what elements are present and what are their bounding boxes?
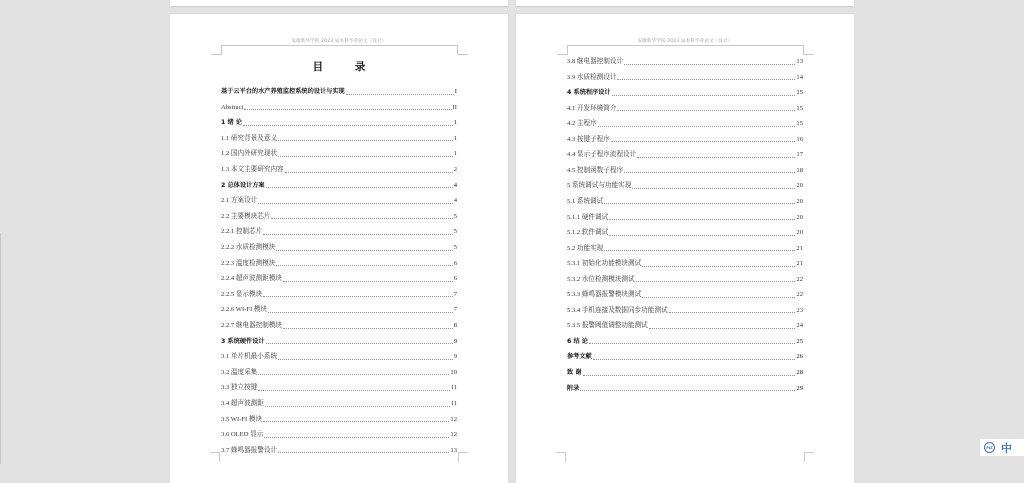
toc-entry[interactable] [221, 162, 457, 174]
toc-entry-title: 1.2 国内外研究现状 [221, 150, 278, 158]
toc-entry[interactable] [221, 209, 457, 221]
toc-entry-title: 4.2 主程序 [567, 120, 597, 128]
toc-entry-title: 附录 [567, 384, 580, 392]
toc-entry-title: 5.1 系统调试 [567, 197, 604, 205]
toc-entry-title: 4 系统程序设计 [567, 89, 611, 97]
toc-entry-title: 3.5 WI-FI 模块 [221, 415, 263, 423]
dot-leader [264, 437, 449, 438]
dot-leader [285, 172, 453, 173]
toc-entry[interactable] [221, 100, 457, 112]
toc-entry[interactable] [567, 194, 803, 206]
toc-entry-title: 参考文献 [567, 353, 592, 361]
header-rule-stub-right [804, 54, 814, 55]
toc-entry-page-number: 22 [796, 275, 803, 283]
header-rule-stub-right [458, 54, 468, 55]
header-rule-stub-left [557, 54, 567, 55]
toc-entry-page-number: 9 [453, 353, 457, 361]
toc-entry[interactable] [567, 101, 803, 113]
dot-leader [593, 359, 796, 360]
dot-leader [589, 343, 795, 344]
dot-leader [283, 281, 453, 282]
toc-entry-title: 5.3.5 报警阈值调整功能测试 [567, 322, 648, 330]
toc-entry[interactable] [221, 334, 457, 346]
toc-entry-page-number: 5 [453, 228, 457, 236]
toc-entry[interactable] [221, 302, 457, 314]
toc-entry[interactable] [567, 132, 803, 144]
toc-entry[interactable] [221, 178, 457, 190]
toc-entry[interactable] [567, 365, 803, 377]
toc-entry[interactable] [567, 349, 803, 361]
toc-entry[interactable] [567, 225, 803, 237]
toc-entry-title: 1.3 本文主要研究内容 [221, 166, 284, 173]
toc-entry[interactable] [221, 146, 457, 158]
running-header: 安徽新华学院 2023 届本科毕业论文（设计） [291, 39, 387, 44]
toc-entry-page-number: 24 [796, 322, 803, 330]
document-page-1 [170, 14, 508, 483]
toc-entry-title: 5.3.3 蜂鸣器报警模块测试 [567, 291, 642, 299]
toc-entry[interactable] [221, 427, 457, 439]
dot-leader [580, 390, 795, 391]
dot-leader [642, 297, 795, 298]
dot-leader [346, 94, 454, 95]
toc-entry-title: 3.9 水质检测设计 [567, 73, 617, 81]
toc-entry-title: 2.2 主要模块芯片 [221, 212, 271, 220]
dot-leader [268, 312, 453, 313]
dot-leader [266, 187, 453, 188]
toc-entry[interactable] [221, 412, 457, 424]
dot-leader [624, 64, 795, 65]
toc-entry-title: 2.2.2 水质检测模块 [221, 244, 276, 251]
previous-page-bottom-right [516, 0, 854, 6]
toc-entry-page-number: 23 [796, 306, 803, 314]
toc-entry-page-number: 10 [450, 368, 457, 376]
toc-entry-page-number: 6 [453, 275, 457, 283]
dot-leader [611, 141, 796, 142]
toc-entry-title: 3.7 蜂鸣器报警设计 [221, 446, 278, 454]
toc-entry-title: 1.1 研究背景及意义 [221, 134, 278, 142]
toc-entry-page-number: 15 [796, 89, 803, 97]
toc-entry[interactable] [567, 256, 803, 268]
toc-entry-title: 5.3.4 手机连接及数据同步功能测试 [567, 306, 668, 314]
ime-badge-icon: PLT [984, 442, 995, 453]
toc-entry-page-number: 25 [796, 337, 803, 345]
dot-leader [649, 328, 796, 329]
toc-entry-page-number: 8 [453, 322, 457, 329]
dot-leader [258, 203, 452, 204]
toc-entry-title: 4.3 按键子程序 [567, 135, 610, 143]
toc-entry-title: 2.2.1 控制芯片 [221, 228, 263, 236]
margin-corner-mark [804, 452, 814, 462]
dot-leader [604, 203, 795, 204]
toc-entry-page-number: 26 [796, 353, 803, 361]
toc-entry-page-number: 1 [453, 150, 457, 158]
dot-leader [669, 312, 796, 313]
toc-entry-title: 2.2.7 继电器控制模块 [221, 322, 282, 329]
toc-entry-page-number: 4 [453, 181, 457, 189]
toc-entry[interactable] [221, 240, 457, 252]
toc-entry[interactable] [221, 396, 457, 408]
toc-entry[interactable] [567, 272, 803, 284]
toc-entry-title: 5.2 功能实现 [567, 244, 604, 252]
toc-entry-title: 2 总体设计方案 [221, 181, 265, 189]
toc-entry-title: 5 系统调试与功能实现 [567, 182, 632, 190]
toc-entry[interactable] [567, 163, 803, 175]
document-page-2 [516, 14, 854, 483]
toc-entry-title: Abstract [221, 103, 244, 111]
dot-leader [617, 79, 795, 80]
toc-entry[interactable] [567, 210, 803, 222]
toc-entry[interactable] [567, 334, 803, 346]
dot-leader [278, 452, 449, 453]
margin-corner-mark [556, 452, 566, 462]
dot-leader [258, 374, 449, 375]
toc-entry-page-number: 9 [453, 337, 457, 345]
toc-entry[interactable] [221, 224, 457, 236]
toc-entry-title: 5.3.2 水位检测模块测试 [567, 275, 635, 283]
toc-entry[interactable] [567, 70, 803, 82]
toc-entry-title: 基于云平台的水产养殖监控系统的设计与实现 [221, 88, 345, 95]
toc-entry-title: 5.1.2 软件调试 [567, 229, 609, 237]
dot-leader [604, 250, 795, 251]
toc-entry-title: 4.4 显示子程序流程设计 [567, 151, 637, 159]
toc-entry-page-number: 15 [796, 104, 803, 112]
margin-corner-mark [458, 452, 468, 462]
dot-leader [624, 172, 795, 173]
dot-leader [598, 126, 796, 127]
toc-entry[interactable] [221, 131, 457, 143]
toc-entry-title: 3.8 继电器控制设计 [567, 58, 624, 65]
dot-leader [632, 188, 795, 189]
toc-entry[interactable] [567, 303, 803, 315]
toc-list [567, 54, 803, 414]
toc-entry[interactable] [567, 318, 803, 330]
toc-entry[interactable] [567, 54, 803, 66]
toc-entry-page-number: 1 [453, 134, 457, 142]
toc-entry[interactable] [567, 85, 803, 97]
toc-entry-title: 3.4 超声波测距 [221, 400, 264, 407]
toc-entry-page-number: 18 [796, 166, 803, 174]
toc-entry-page-number: 11 [450, 384, 457, 392]
toc-entry-title: 3.2 温度采集 [221, 368, 258, 376]
dot-leader [263, 296, 452, 297]
toc-entry-page-number: 22 [796, 291, 803, 299]
dot-leader [265, 406, 450, 407]
toc-entry-title: 2.2.6 WI-FI 模块 [221, 306, 268, 314]
toc-entry-title: 1 绪 论 [221, 119, 242, 127]
dot-leader [617, 110, 795, 111]
toc-entry[interactable] [221, 443, 457, 455]
toc-entry-page-number: 5 [453, 212, 457, 220]
toc-entry-title: 6 结 论 [567, 337, 588, 345]
toc-entry[interactable] [221, 365, 457, 377]
margin-corner-mark [210, 452, 220, 462]
toc-entry-title: 3.6 OLED 显示 [221, 431, 264, 439]
dot-leader [266, 343, 453, 344]
toc-entry[interactable] [567, 381, 803, 393]
toc-entry-page-number: 20 [796, 229, 803, 237]
toc-entry[interactable] [221, 318, 457, 330]
dot-leader [278, 140, 453, 141]
header-rule-stub-left [211, 54, 221, 55]
dot-leader [243, 125, 453, 126]
dot-leader [612, 95, 796, 96]
toc-entry[interactable] [221, 271, 457, 283]
toc-entry-page-number: 20 [796, 182, 803, 190]
toc-entry-title: 3.1 单片机最小系统 [221, 353, 278, 361]
toc-entry-page-number: 15 [796, 120, 803, 128]
dot-leader [276, 265, 452, 266]
dot-leader [583, 375, 796, 376]
toc-entry-title: 5.1.1 硬件调试 [567, 213, 609, 221]
toc-entry[interactable] [567, 287, 803, 299]
toc-entry[interactable] [221, 84, 457, 96]
toc-entry-title: 2.1 方案设计 [221, 197, 258, 205]
dot-leader [637, 157, 795, 158]
toc-entry-page-number: 17 [796, 151, 803, 159]
toc-entry[interactable] [567, 241, 803, 253]
toc-entry-page-number: 12 [450, 415, 457, 423]
toc-entry-page-number: 2 [453, 166, 457, 173]
dot-leader [271, 218, 452, 219]
dot-leader [276, 250, 452, 251]
toc-entry[interactable] [221, 380, 457, 392]
toc-entry-page-number: 11 [450, 400, 457, 407]
ime-indicator[interactable] [980, 439, 1024, 456]
toc-entry-page-number: 5 [453, 244, 457, 251]
toc-entry[interactable] [221, 256, 457, 268]
toc-entry-title: 2.2.5 显示模块 [221, 290, 263, 298]
scroll-track [0, 233, 1, 464]
toc-entry-page-number: 28 [796, 369, 803, 376]
toc-entry-page-number: 13 [796, 58, 803, 65]
toc-entry-page-number: 1 [453, 119, 457, 127]
toc-entry-title: 5.3.1 初始化功能模块测试 [567, 260, 642, 268]
toc-entry-page-number: 6 [453, 259, 457, 267]
toc-entry-title: 3 系统硬件设计 [221, 337, 265, 345]
toc-title: 目 录 [312, 61, 380, 73]
toc-entry-page-number: I [454, 88, 457, 95]
dot-leader [244, 109, 451, 110]
dot-leader [283, 328, 453, 329]
toc-entry[interactable] [221, 287, 457, 299]
running-header: 安徽新华学院 2023 届本科毕业论文（设计） [637, 39, 733, 44]
toc-entry-page-number: 13 [450, 446, 457, 454]
toc-entry-page-number: 12 [450, 431, 457, 439]
toc-list [221, 84, 457, 464]
toc-entry-page-number: 7 [453, 306, 457, 314]
dot-leader [636, 281, 796, 282]
dot-leader [263, 421, 449, 422]
toc-entry[interactable] [221, 193, 457, 205]
toc-entry-title: 4.5 控制函数子程序 [567, 166, 624, 174]
dot-leader [642, 266, 795, 267]
toc-entry-title: 2.2.4 超声波测距模块 [221, 275, 282, 283]
toc-entry-page-number: 4 [453, 197, 457, 205]
toc-entry[interactable] [567, 147, 803, 159]
toc-entry[interactable] [221, 115, 457, 127]
toc-entry-page-number: 21 [796, 260, 803, 268]
dot-leader [258, 390, 449, 391]
toc-entry-page-number: 21 [796, 244, 803, 252]
toc-entry-title: 4.1 开发环境简介 [567, 104, 617, 112]
ime-language-label[interactable]: 中 [1001, 441, 1012, 455]
previous-page-bottom-left [170, 0, 508, 6]
toc-entry-title: 2.2.3 温度检测模块 [221, 259, 276, 267]
header-rule [221, 45, 458, 55]
toc-entry-page-number: 20 [796, 197, 803, 205]
toc-entry-page-number: II [452, 103, 457, 111]
toc-entry-title: 致 谢 [567, 369, 582, 376]
toc-entry[interactable] [221, 349, 457, 361]
toc-entry-page-number: 29 [796, 384, 803, 392]
toc-entry-page-number: 7 [453, 290, 457, 298]
toc-entry-page-number: 16 [796, 135, 803, 143]
dot-leader [609, 235, 795, 236]
toc-entry[interactable] [567, 178, 803, 190]
dot-leader [609, 219, 795, 220]
dot-leader [278, 359, 453, 360]
toc-entry-title: 3.3 独立按键 [221, 384, 258, 392]
toc-entry-page-number: 14 [796, 73, 803, 81]
dot-leader [263, 234, 452, 235]
toc-entry[interactable] [567, 116, 803, 128]
toc-entry-page-number: 20 [796, 213, 803, 221]
dot-leader [278, 156, 453, 157]
